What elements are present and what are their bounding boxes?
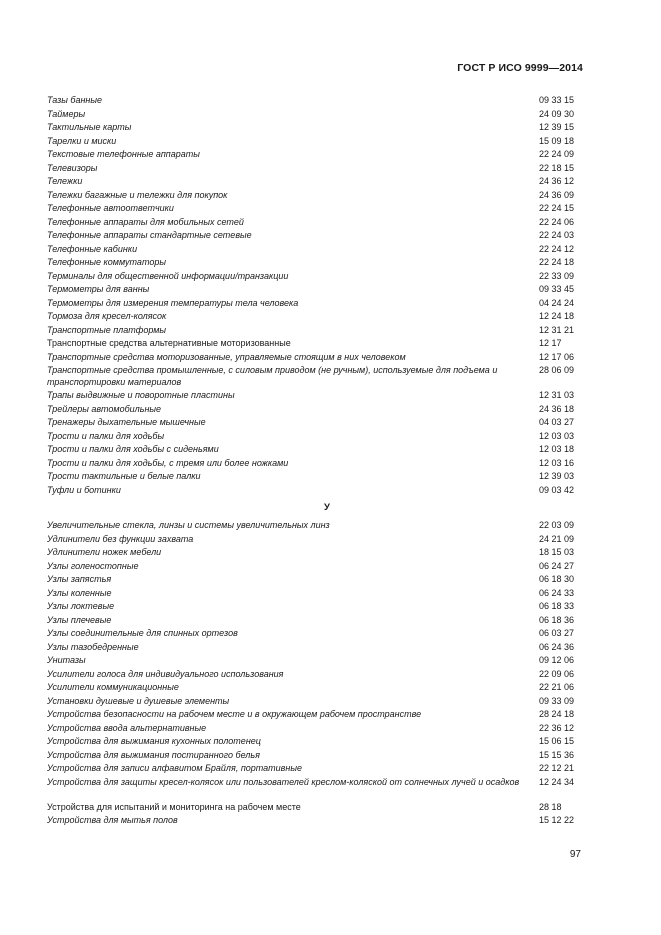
entry-term: Трапы выдвижные и поворотные пластины <box>47 390 235 400</box>
entry-code: 09 33 15 <box>539 95 575 105</box>
index-entry <box>47 458 587 472</box>
entry-code: 24 36 18 <box>539 403 575 414</box>
entry-term: Трости тактильные и белые палки <box>47 471 201 481</box>
index-entry <box>47 763 587 777</box>
index-entry <box>47 149 587 163</box>
entry-code: 28 06 09 <box>539 365 575 375</box>
entry-code: 12 31 21 <box>539 324 575 335</box>
entry-code: 28 24 18 <box>539 709 575 719</box>
index-entry <box>47 802 587 816</box>
entry-code: 06 18 36 <box>539 614 575 625</box>
entry-code: 22 24 18 <box>539 257 575 267</box>
entry-code: 22 09 06 <box>539 668 575 679</box>
entry-term: Узлы тазобедренные <box>47 641 139 652</box>
entry-term: Тактильные карты <box>47 122 132 132</box>
entry-term: Усилители коммуникационные <box>47 682 179 692</box>
index-entry <box>47 325 587 339</box>
index-entry <box>47 390 587 404</box>
index-entry <box>47 561 587 575</box>
index-entry <box>47 365 587 390</box>
entry-code: 09 33 45 <box>539 284 575 294</box>
index-entry <box>47 696 587 710</box>
entry-code: 06 18 33 <box>539 601 575 611</box>
entry-term: Устройства безопасности на рабочем месте и в окружающем рабочем пространстве <box>47 709 422 719</box>
entry-term: Устройства для испытаний и мониторинга на рабочем месте <box>47 801 301 812</box>
entry-code: 09 03 42 <box>539 484 575 495</box>
entry-code: 06 24 33 <box>539 587 575 598</box>
index-entry <box>47 615 587 629</box>
index-entry <box>47 682 587 696</box>
index-entry <box>47 176 587 190</box>
entry-code: 06 24 27 <box>539 560 575 571</box>
index-entry <box>47 588 587 602</box>
entry-term: Устройства для мытья полов <box>47 815 178 825</box>
entry-term: Текстовые телефонные аппараты <box>47 149 200 159</box>
index-entry <box>47 95 587 109</box>
index-entry <box>47 257 587 271</box>
entry-code: 04 03 27 <box>539 417 575 427</box>
entry-term: Тарелки и миски <box>47 135 117 146</box>
entry-code: 28 18 <box>539 801 562 812</box>
index-entry <box>47 284 587 298</box>
entry-term: Транспортные средства моторизованные, управляемые стоящим в них человеком <box>47 351 406 362</box>
entry-term: Установки душевые и душевые элементы <box>47 695 230 706</box>
entry-term: Узлы голеностопные <box>47 560 139 571</box>
entry-code: 22 24 03 <box>539 230 575 240</box>
entry-code: 22 33 09 <box>539 270 575 281</box>
index-entries <box>47 95 587 829</box>
index-entry <box>47 601 587 615</box>
page-number: 97 <box>569 849 581 860</box>
entry-term: Трости и палки для ходьбы, с тремя или более ножками <box>47 457 289 468</box>
entry-code: 22 03 09 <box>539 520 575 530</box>
entry-term: Термометры для измерения температуры тела человека <box>47 297 299 308</box>
index-entry <box>47 404 587 418</box>
entry-code: 15 12 22 <box>539 815 575 825</box>
entry-code: 18 15 03 <box>539 547 575 557</box>
entry-term: Устройства для защиты кресел-колясок или пользователей креслом-коляской от солнечных лучей и осадков <box>47 776 520 787</box>
entry-term: Тренажеры дыхательные мышечные <box>47 417 206 427</box>
entry-term: Трости и палки для ходьбы <box>47 430 165 441</box>
entry-term: Телефонные кабинки <box>47 243 138 254</box>
entry-term: Удлинители без функции захвата <box>47 533 194 544</box>
entry-code: 24 36 09 <box>539 189 575 200</box>
entry-code: 09 12 06 <box>539 655 575 665</box>
entry-code: 12 39 15 <box>539 122 575 132</box>
index-entry <box>47 736 587 750</box>
index-entry <box>47 136 587 150</box>
index-entry <box>47 109 587 123</box>
index-entry <box>47 777 587 802</box>
index-entry <box>47 628 587 642</box>
index-entry <box>47 520 587 534</box>
entry-term: Тазы банные <box>47 95 103 105</box>
entry-code: 12 24 34 <box>539 776 575 787</box>
index-entry <box>47 271 587 285</box>
index-entry <box>47 431 587 445</box>
section-letter-u: У <box>324 502 330 513</box>
entry-term: Туфли и ботинки <box>47 484 121 495</box>
section-u <box>47 520 587 829</box>
entry-term: Транспортные платформы <box>47 324 167 335</box>
entry-term: Узлы коленные <box>47 587 112 598</box>
entry-code: 12 03 03 <box>539 430 575 441</box>
entry-code: 15 06 15 <box>539 736 575 746</box>
index-entry <box>47 471 587 485</box>
entry-term: Узлы запястья <box>47 574 112 584</box>
entry-code: 22 24 12 <box>539 243 575 254</box>
index-entry <box>47 230 587 244</box>
entry-code: 24 36 12 <box>539 176 575 186</box>
index-entry <box>47 669 587 683</box>
index-entry <box>47 122 587 136</box>
entry-code: 24 09 30 <box>539 108 575 119</box>
entry-code: 04 24 24 <box>539 297 575 308</box>
entry-term: Тележки <box>47 176 83 186</box>
entry-term: Телевизоры <box>47 162 98 173</box>
entry-code: 06 03 27 <box>539 628 575 638</box>
section-t <box>47 95 587 498</box>
index-entry <box>47 190 587 204</box>
index-entry <box>47 444 587 458</box>
entry-code: 22 36 12 <box>539 722 575 733</box>
entry-code: 12 24 18 <box>539 311 575 321</box>
index-entry <box>47 217 587 231</box>
entry-term: Телефонные аппараты стандартные сетевые <box>47 230 252 240</box>
entry-code: 22 24 06 <box>539 216 575 227</box>
entry-code: 12 31 03 <box>539 390 575 400</box>
entry-code: 12 39 03 <box>539 471 575 481</box>
entry-term: Удлинители ножек мебели <box>47 547 162 557</box>
entry-code: 12 17 06 <box>539 351 575 362</box>
entry-code: 15 15 36 <box>539 749 575 760</box>
entry-term: Устройства для выжимания постиранного белья <box>47 749 260 760</box>
entry-code: 06 24 36 <box>539 641 575 652</box>
entry-term: Транспортные средства альтернативные моторизованные <box>47 338 291 348</box>
entry-term: Тележки багажные и тележки для покупок <box>47 189 228 200</box>
entry-code: 09 33 09 <box>539 695 575 706</box>
index-entry <box>47 417 587 431</box>
entry-code: 22 21 06 <box>539 682 575 692</box>
index-entry <box>47 642 587 656</box>
entry-term: Узлы плечевые <box>47 614 112 625</box>
index-entry <box>47 485 587 499</box>
entry-code: 22 24 09 <box>539 149 575 159</box>
entry-term: Узлы соединительные для спинных ортезов <box>47 628 238 638</box>
entry-code: 24 21 09 <box>539 533 575 544</box>
entry-term: Телефонные коммутаторы <box>47 257 166 267</box>
entry-term: Устройства для выжимания кухонных полотенец <box>47 736 261 746</box>
entry-term: Таймеры <box>47 108 86 119</box>
entry-term: Транспортные средства промышленные, с силовым приводом (не ручным), используемые для подъема и транспортировки материалов <box>47 365 498 387</box>
index-entry <box>47 298 587 312</box>
entry-term: Устройства для записи алфавитом Брайля, портативные <box>47 763 302 773</box>
entry-term: Трости и палки для ходьбы с сиденьями <box>47 444 219 454</box>
index-entry <box>47 547 587 561</box>
entry-code: 22 18 15 <box>539 162 575 173</box>
entry-term: Терминалы для общественной информации/транзакции <box>47 270 289 281</box>
index-entry <box>47 244 587 258</box>
entry-term: Усилители голоса для индивидуального использования <box>47 668 284 679</box>
entry-code: 12 03 18 <box>539 444 575 454</box>
index-entry <box>47 203 587 217</box>
index-entry <box>47 815 587 829</box>
index-entry <box>47 574 587 588</box>
entry-term: Термометры для ванны <box>47 284 150 294</box>
index-entry <box>47 655 587 669</box>
index-entry <box>47 750 587 764</box>
index-entry <box>47 534 587 548</box>
entry-code: 15 09 18 <box>539 135 575 146</box>
entry-code: 06 18 30 <box>539 574 575 584</box>
document-header: ГОСТ Р ИСО 9999—2014 <box>457 62 583 74</box>
index-entry <box>47 709 587 723</box>
entry-term: Тормоза для кресел-колясок <box>47 311 167 321</box>
entry-term: Телефонные аппараты для мобильных сетей <box>47 216 244 227</box>
entry-code: 12 17 <box>539 338 562 348</box>
index-entry <box>47 352 587 366</box>
entry-code: 22 24 15 <box>539 203 575 213</box>
entry-term: Унитазы <box>47 655 86 665</box>
entry-term: Устройства ввода альтернативные <box>47 722 207 733</box>
entry-code: 22 12 21 <box>539 763 575 773</box>
entry-code: 12 03 16 <box>539 457 575 468</box>
entry-term: Увеличительные стекла, линзы и системы увеличительных линз <box>47 520 330 530</box>
entry-term: Телефонные автоответчики <box>47 203 174 213</box>
index-entry <box>47 723 587 737</box>
index-entry <box>47 338 587 352</box>
entry-term: Узлы локтевые <box>47 601 115 611</box>
entry-term: Трейлеры автомобильные <box>47 403 162 414</box>
index-entry <box>47 311 587 325</box>
index-entry <box>47 163 587 177</box>
